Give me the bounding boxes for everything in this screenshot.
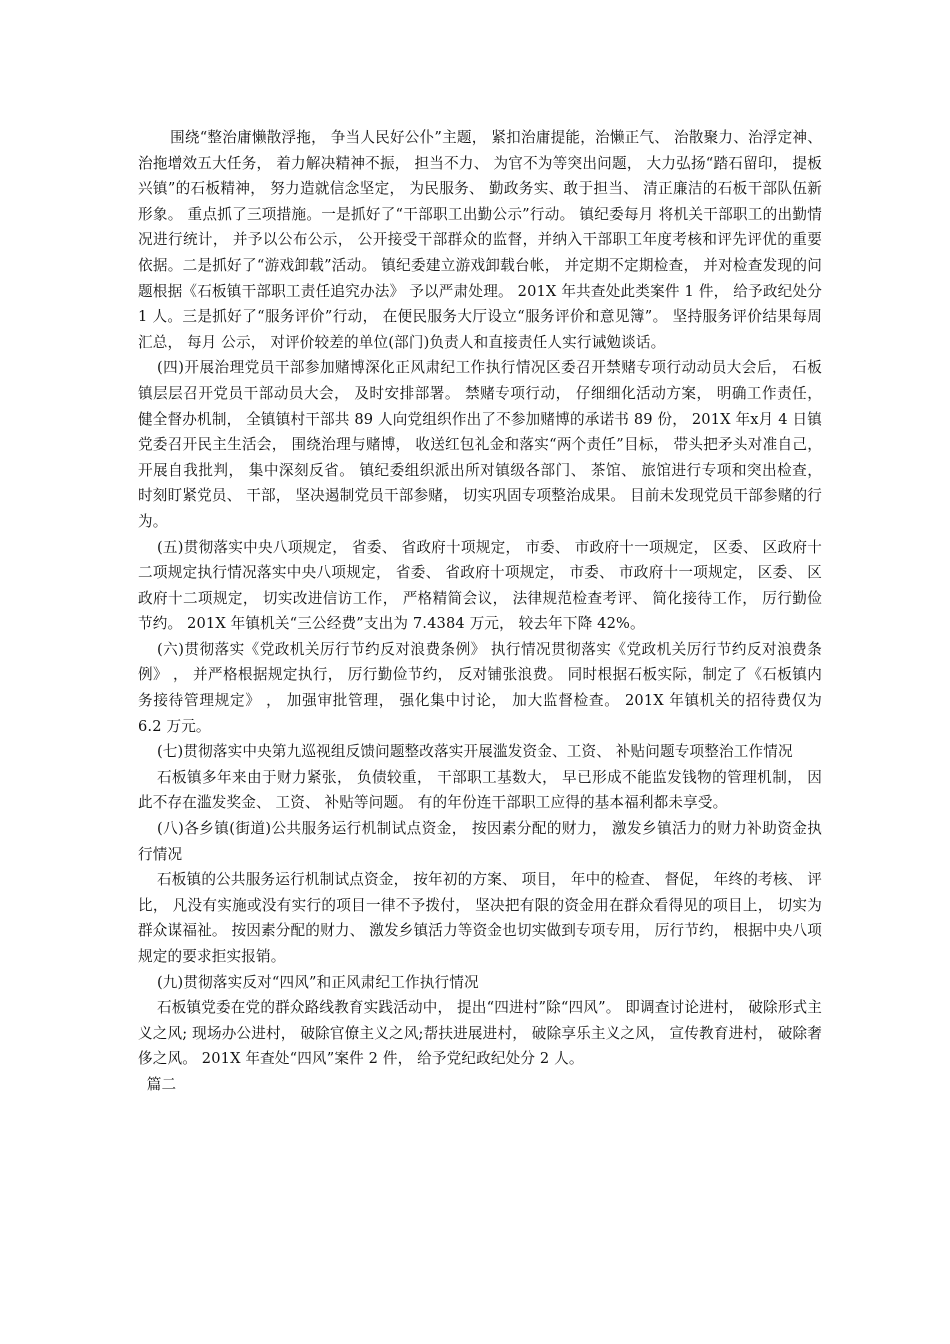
paragraph-anti-gambling: (四)开展治理党员干部参加赌博深化正风肃纪工作执行情况区委召开禁赌专项行动动员大会后， 石板镇层层召开党员干部动员大会， 及时安排部署。 禁赌专项行动， 仔细细化活动方案， 明确工作责任， 健全督办机制， 全镇镇村干部共 89 人向党组织作出了不参加赌博的承诺书 89 份， 201X 年x月 4 日镇党委召开民主生活会， 围绕治理与赌博， 收送红包礼金和落实“两个责任”目标， 带头把矛头对准自己， 开展自我批判， 集中深刻反省。 镇纪委组织派出所对镇级各部门、 茶馆、 旅馆进行专项和突出检查， 时刻盯紧党员、 干部， 坚决遏制党员干部参赌， 切实巩固专项整治成果。 目前未发现党员干部参赌的行为。 [138,359,822,530]
paragraph-eight-rules: (五)贯彻落实中央八项规定， 省委、 省政府十项规定， 市委、 市政府十一项规定， 区委、 区政府十二项规定执行情况落实中央八项规定， 省委、 省政府十项规定， 市委、 市政府十一项规定， 区委、 区政府十二项规定， 切实改进信访工作， 严格精简会议， 法律规范检查考评、 简化接待工作， 厉行勤俭节约。 201X 年镇机关“三公经费”支出为 7.4384 万元， 较去年下降 42%。 [138,538,822,633]
section-label: 篇二 [146,1075,177,1093]
paragraph-no-overpayment: 石板镇多年来由于财力紧张， 负债较重， 干部职工基数大， 早已形成不能监发钱物的管理机制， 因此不存在滥发奖金、 工资、 补贴等问题。 有的年份连干部职工应得的基本福利都未享受。 [138,768,822,812]
document-page [138,125,822,1098]
heading-public-service-funds: (八)各乡镇(街道)公共服务运行机制试点资金， 按因素分配的财力， 激发乡镇活力的财力补助资金执行情况 [138,820,822,863]
heading-four-winds: (九)贯彻落实反对“四风”和正风肃纪工作执行情况 [156,973,479,991]
paragraph-work-style-rectification: 围绕“整治庸懒散浮拖， 争当人民好公仆”主题， 紧扣治庸提能，治懒正气、 治散聚力、治浮定神、 治拖增效五大任务， 着力解决精神不振， 担当不力、 为官不为等突出问题， 大力弘扬“踏石留印， 提板兴镇”的石板精神， 努力造就信念坚定， 为民服务、 勤政务实、敢于担当、 清正廉洁的石板干部队伍新形象。 重点抓了三项措施。一是抓好了“干部职工出勤公示”行动。 镇纪委每月 将机关干部职工的出勤情况进行统计， 并予以公布公示， 公开接受干部群众的监督，并纳入干部职工年度考核和评先评优的重要依据。二是抓好了“游戏卸载”活动。 镇纪委建立游戏卸载台帐， 并定期不定期检查， 并对检查发现的问题根据《石板镇干部职工责任追究办法》 予以严肃处理。 201X 年共查处此类案件 1 件， 给予政纪处分 1 人。三是抓好了“服务评价”行动， 在便民服务大厅设立“服务评价和意见簿”。 坚持服务评价结果每周汇总， 每月 公示， 对评价较差的单位(部门)负责人和直接责任人实行诫勉谈话。 [138,129,822,351]
paragraph-thrift-regulations: (六)贯彻落实《党政机关厉行节约反对浪费条例》 执行情况贯彻落实《党政机关厉行节约反对浪费条例》 ， 并严格根据规定执行， 厉行勤俭节约， 反对铺张浪费。 同时根据石板实际，制定了《石板镇内务接待管理规定》 ， 加强审批管理， 强化集中讨论， 加大监督检查。 201X 年镇机关的招待费仅为 6.2 万元。 [138,640,822,735]
paragraph-four-winds: 石板镇党委在党的群众路线教育实践活动中， 提出“四进村”除“四风”。 即调查讨论进村， 破除形式主义之风; 现场办公进村， 破除官僚主义之风;帮扶进展进村， 破除享乐主义之风， 宣传教育进村， 破除奢侈之风。 201X 年查处“四风”案件 2 件， 给予党纪政纪处分 2 人。 [138,999,822,1068]
paragraph-public-service-funds: 石板镇的公共服务运行机制试点资金， 按年初的方案、 项目， 年中的检查、 督促， 年终的考核、 评比， 凡没有实施或没有实行的项目一律不予拨付， 坚决把有限的资金用在群众看得见的项目上， 切实为群众谋福祉。 按因素分配的财力、 激发乡镇活力等资金也切实做到专项专用， 厉行节约， 根据中央八项规定的要求拒实报销。 [138,871,822,965]
heading-inspection-feedback: (七)贯彻落实中央第九巡视组反馈问题整改落实开展滥发资金、工资、 补贴问题专项整治工作情况 [156,743,793,761]
